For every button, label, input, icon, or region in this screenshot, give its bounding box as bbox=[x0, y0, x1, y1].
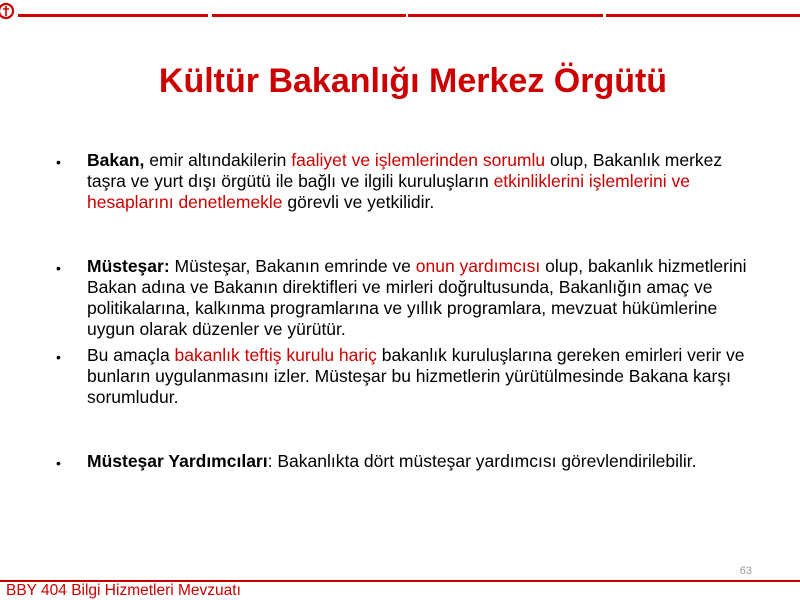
bullet-text-segment: görevli ve yetkilidir. bbox=[282, 192, 435, 212]
bullet-highlight: faaliyet ve işlemlerinden sorumlu bbox=[291, 150, 546, 170]
bullet-term: Müsteşar: bbox=[87, 256, 170, 276]
page-number: 63 bbox=[739, 565, 752, 577]
bullet-text bbox=[87, 256, 746, 339]
bullet-term: Bakan, bbox=[87, 150, 145, 170]
spacer bbox=[56, 408, 756, 451]
bullet-highlight: onun yardımcısı bbox=[415, 256, 541, 276]
bullet-term: Müsteşar Yardımcıları bbox=[87, 451, 268, 471]
top-rule-2 bbox=[212, 14, 406, 17]
footer-course-title: BBY 404 Bilgi Hizmetleri Mevzuatı bbox=[6, 582, 241, 599]
bullet-symbol: • bbox=[56, 154, 61, 170]
top-rule-4 bbox=[606, 14, 800, 17]
bullet-highlight: bakanlık teftiş kurulu hariç bbox=[174, 345, 377, 365]
top-rule-3 bbox=[408, 14, 603, 17]
bullet-text-segment: olup, Bakanlık merkez taşra ve yurt dışı örgütü ile bağlı ve ilgili kuruluşların bbox=[87, 150, 723, 191]
bullet-highlight: etkinliklerini işlemlerini ve hesaplarını denetlemekle bbox=[87, 171, 691, 212]
bullet-text-segment: Bu amaçla bbox=[87, 345, 175, 365]
bullet-symbol: • bbox=[56, 349, 61, 365]
bullet-text-segment: bakanlık kuruluşlarına gereken emirleri verir ve bunların uygulanmasını izler. Müsteşar bu hizmetlerin yürütülmesinde Bakana karşı sorumludur. bbox=[87, 345, 745, 407]
slide-body bbox=[56, 150, 756, 472]
bullet-symbol: • bbox=[56, 260, 61, 276]
bullet-text bbox=[87, 150, 722, 212]
bullet-text-segment: Müsteşar, Bakanın emrinde ve bbox=[169, 256, 416, 276]
bullet-item bbox=[56, 451, 756, 472]
bullet-item bbox=[56, 150, 756, 213]
bullet-text-segment: olup, bakanlık hizmetlerini Bakan adına ve Bakanın direktifleri ve mirleri doğrultusunda, Bakanlığın amaç ve politikalarına, kalkınma programlarına ve yıllık programlara, mevzuat hükümlerine uygun olarak düzenler ve yürütür. bbox=[87, 256, 747, 339]
university-logo-icon bbox=[0, 0, 16, 26]
bullet-symbol: • bbox=[56, 455, 61, 471]
bullet-text-segment: : Bakanlıkta dört müsteşar yardımcısı görevlendirilebilir. bbox=[267, 451, 697, 471]
bullet-text-segment: emir altındakilerin bbox=[144, 150, 292, 170]
spacer bbox=[56, 213, 756, 256]
bullet-item bbox=[56, 256, 756, 340]
bullet-text bbox=[87, 451, 697, 471]
bullet-item bbox=[56, 345, 756, 408]
slide-title: Kültür Bakanlığı Merkez Örgütü bbox=[158, 62, 668, 100]
top-rule-1 bbox=[18, 14, 208, 17]
bullet-text bbox=[87, 345, 745, 407]
